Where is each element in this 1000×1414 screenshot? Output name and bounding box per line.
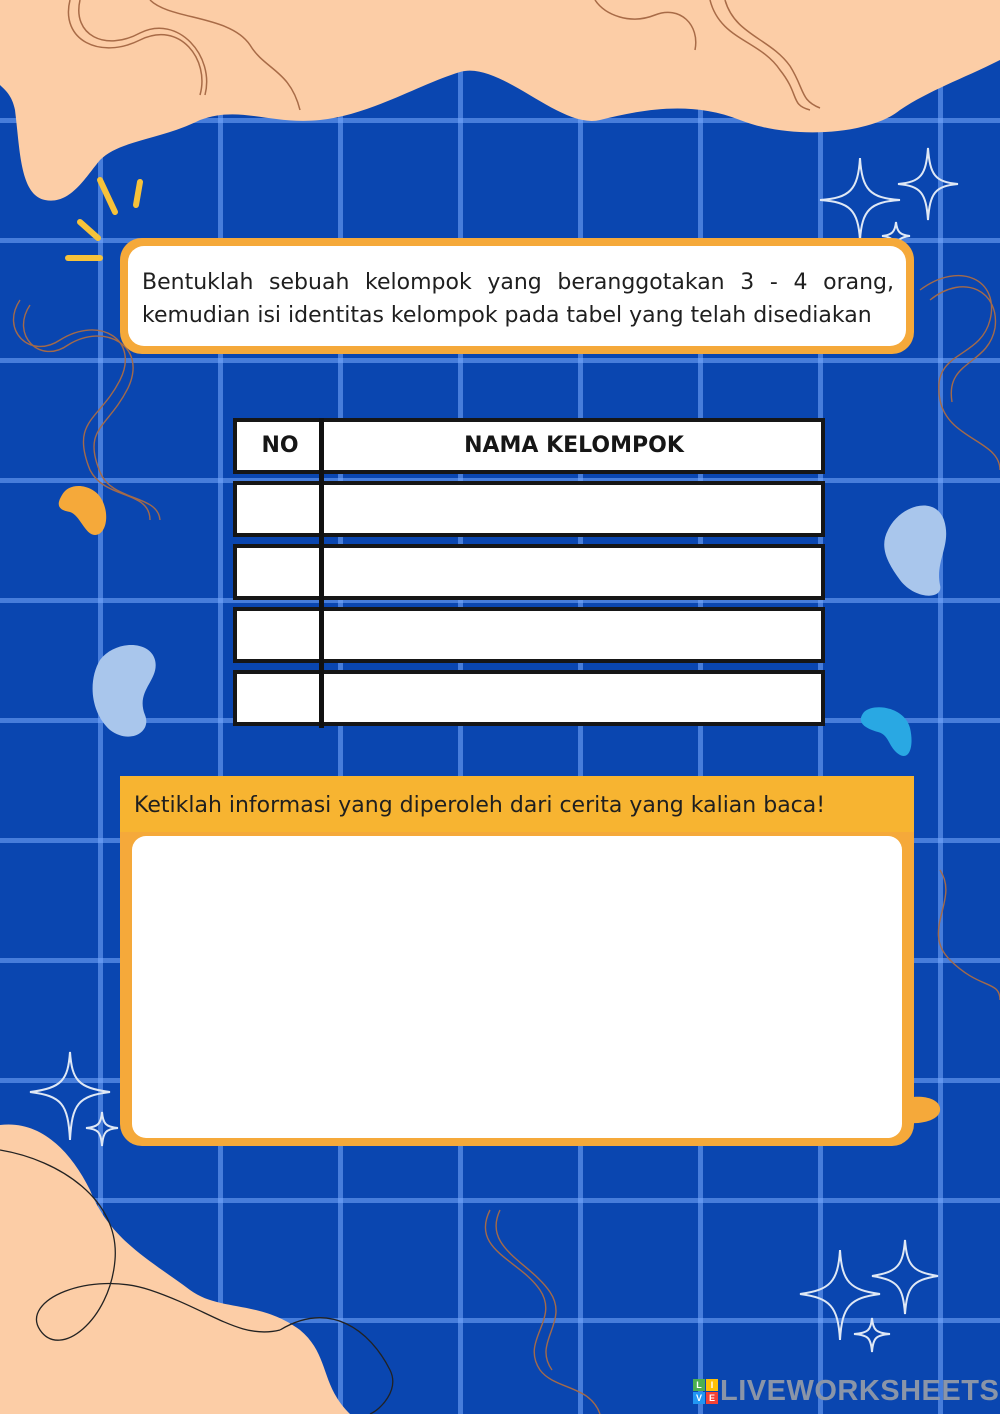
header-group-name: NAMA KELOMPOK	[464, 433, 684, 458]
row-2-no-field[interactable]	[237, 548, 323, 596]
logo-letter: V	[693, 1392, 705, 1404]
row-1-no-field[interactable]	[237, 485, 323, 533]
logo-letter: L	[693, 1379, 705, 1391]
row-3-name-field[interactable]	[327, 611, 821, 659]
light-blue-blob-right	[884, 506, 946, 596]
bottom-peach-blob	[0, 1124, 350, 1414]
info-answer-field[interactable]	[132, 836, 902, 1138]
instruction-inner	[128, 246, 906, 346]
header-no: NO	[261, 433, 299, 458]
info-section	[120, 776, 914, 1146]
info-prompt: Ketiklah informasi yang diperoleh dari cerita yang kalian baca!	[120, 776, 914, 832]
cyan-blob	[861, 707, 912, 756]
light-blue-blob-left	[93, 645, 156, 737]
instruction-text: Bentuklah sebuah kelompok yang beranggotakan 3 - 4 orang, kemudian isi identitas kelompok pada tabel yang telah disediakan	[142, 270, 894, 328]
row-2-name-field[interactable]	[327, 548, 821, 596]
row-4-name-field[interactable]	[327, 674, 821, 722]
row-4-no-field[interactable]	[237, 674, 323, 722]
liveworksheets-logo-icon	[693, 1379, 718, 1404]
row-1-name-field[interactable]	[327, 485, 821, 533]
instruction-box	[120, 238, 914, 354]
logo-letter: I	[706, 1379, 718, 1391]
orange-blob	[59, 486, 106, 535]
liveworksheets-watermark	[693, 1376, 999, 1406]
watermark-brand: LIVEWORKSHEETS	[720, 1374, 1000, 1407]
logo-letter: E	[706, 1392, 718, 1404]
table-column-divider	[319, 418, 324, 728]
row-3-no-field[interactable]	[237, 611, 323, 659]
